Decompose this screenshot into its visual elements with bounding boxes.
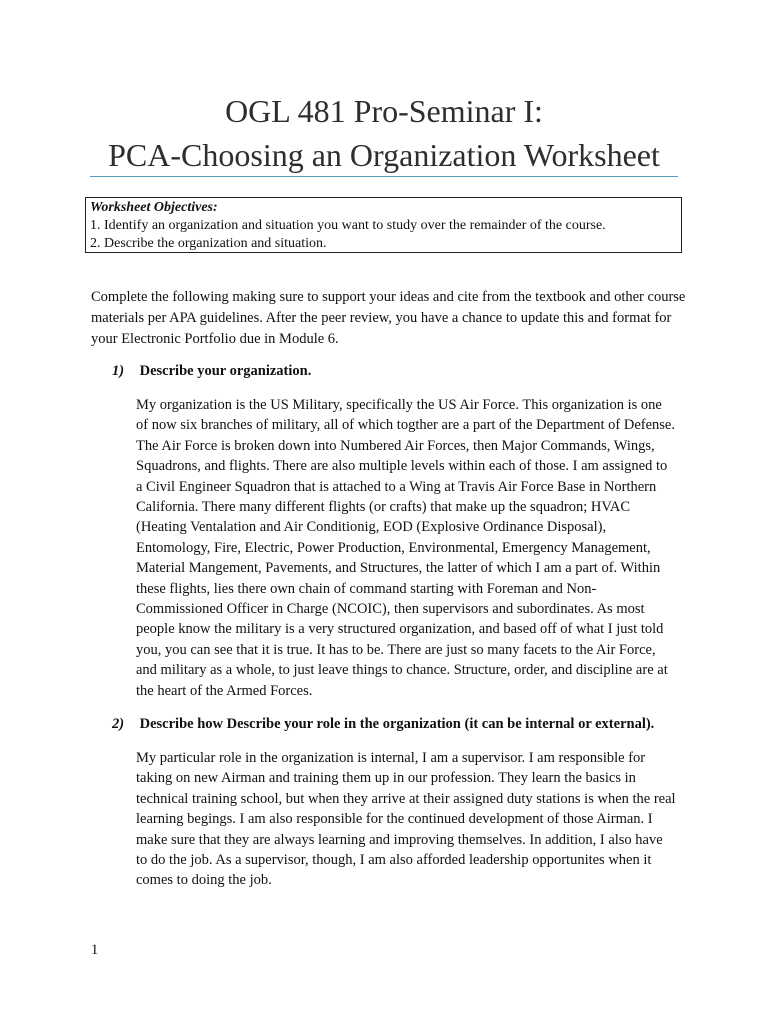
question-number: 1)	[112, 363, 125, 379]
objectives-box	[85, 197, 682, 253]
question-1	[112, 361, 712, 381]
answer-2: My particular role in the organization is internal, I am a supervisor. I am responsible for taking on new Airman and training them up in our profession. They learn the basics in technical training school, but when they arrive at their assigned duty stations is when the real learning begings. I am also responsible for the continued development of those Airman. I make sure that they are always learning and improving themselves. In addition, I also have to do the job. As a supervisor, though, I am also afforded leadership opportunites when it comes to doing the job.	[136, 750, 676, 889]
question-number: 2)	[112, 716, 125, 732]
objective-item: 1. Identify an organization and situation you want to study over the remainder of the course.	[90, 218, 606, 233]
document-title-line-1: OGL 481 Pro-Seminar I:	[225, 93, 543, 129]
instructions-paragraph: Complete the following making sure to support your ideas and cite from the textbook and other course materials per APA guidelines. After the peer review, you have a chance to update this and format for your Electronic Portfolio due in Module 6.	[91, 289, 686, 347]
objectives-heading: Worksheet Objectives:	[90, 200, 218, 215]
page-number: 1	[91, 942, 99, 958]
question-prompt: Describe how Describe your role in the organization (it can be internal or external).	[139, 716, 655, 732]
question-prompt: Describe your organization.	[139, 363, 312, 379]
objective-item: 2. Describe the organization and situation.	[90, 236, 327, 251]
document-title-line-2: PCA-Choosing an Organization Worksheet	[108, 137, 660, 173]
question-2	[112, 714, 712, 734]
title-divider	[90, 176, 678, 177]
answer-1: My organization is the US Military, specifically the US Air Force. This organization is one of now six branches of military, all of which togther are a part of the Department of Defense. The Air Force is broken down into Numbered Air Forces, then Major Commands, Wings, Squadrons, and flights. There are also multiple levels within each of those. I am assigned to a Civil Engineer Squadron that is attached to a Wing at Travis Air Force Base in Northern California. There many different flights (or crafts) that make up the squadron; HVAC (Heating Ventalation and Air Conditionig, EOD (Explosive Ordinance Disposal), Entomology, Fire, Electric, Power Production, Environmental, Emergency Management, Material Mangement, Pavements, and Structures, the latter of which I am a part of. Within these flights, lies there own chain of command starting with Foreman and Non-Commissioned Officer in Charge (NCOIC), then supervisors and subordinates. As most people know the military is a very structured organization, and based off of what I just told you, you can see that it is true. It has to be. There are just so many facets to the Air Force, and military as a whole, to just leave things to chance. Structure, order, and discipline are at the heart of the Armed Forces.	[136, 397, 675, 699]
